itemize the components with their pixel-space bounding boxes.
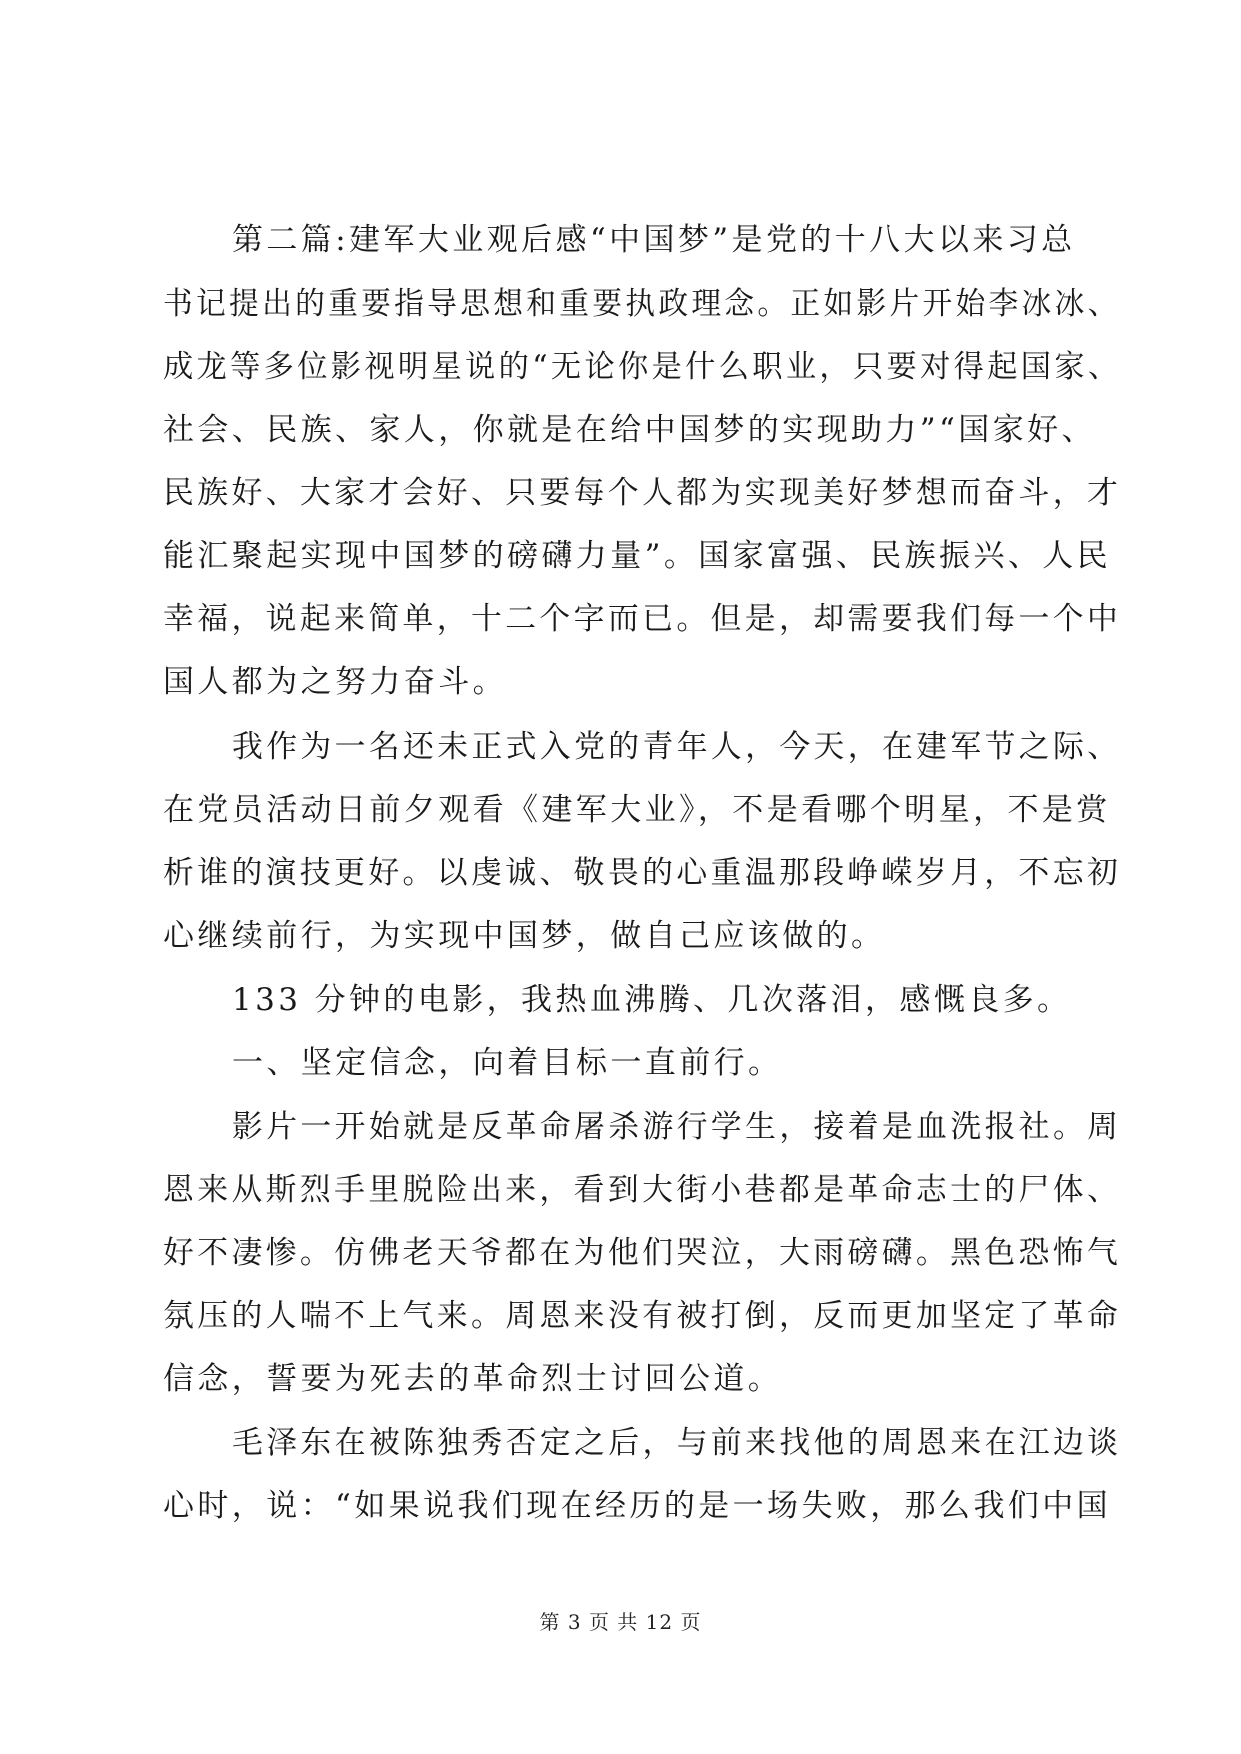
text-line-14: 一、坚定信念，向着目标一直前行。 [232, 1045, 783, 1081]
text-line-15: 影片一开始就是反革命屠杀游行学生，接着是血洗报社。周 [232, 1109, 1122, 1145]
text-line-7: 幸福，说起来简单，十二个字而已。但是，却需要我们每一个中 [163, 601, 1122, 637]
text-line-6: 能汇聚起实现中国梦的磅礴力量”。国家富强、民族振兴、人民 [163, 538, 1112, 574]
text-line-5: 民族好、大家才会好、只要每个人都为实现美好梦想而奋斗，才 [163, 475, 1122, 511]
text-line-19: 信念，誓要为死去的革命烈士讨回公道。 [163, 1361, 783, 1397]
text-line-20: 毛泽东在被陈独秀否定之后，与前来找他的周恩来在江边谈 [232, 1425, 1122, 1461]
text-line-12: 心继续前行，为实现中国梦，做自己应该做的。 [163, 918, 886, 954]
page-number-footer: 第 3 页 共 12 页 [539, 1610, 702, 1634]
text-line-17: 好不凄惨。仿佛老天爷都在为他们哭泣，大雨磅礴。黑色恐怖气 [163, 1235, 1122, 1271]
text-line-1: 第二篇:建军大业观后感“中国梦”是党的十八大以来习总 [232, 222, 1076, 258]
text-line-10: 在党员活动日前夕观看《建军大业》，不是看哪个明星，不是赏 [163, 792, 1111, 828]
text-line-16: 恩来从斯烈手里脱险出来，看到大街小巷都是革命志士的尸体、 [163, 1172, 1122, 1208]
text-line-2: 书记提出的重要指导思想和重要执政理念。正如影片开始李冰冰、 [163, 286, 1121, 322]
text-line-21: 心时，说：“如果说我们现在经历的是一场失败，那么我们中国 [163, 1488, 1112, 1524]
text-line-13: 133 分钟的电影，我热血沸腾、几次落泪，感慨良多。 [232, 982, 1072, 1018]
text-line-3: 成龙等多位影视明星说的“无论你是什么职业，只要对得起国家、 [163, 349, 1122, 385]
text-line-9: 我作为一名还未正式入党的青年人，今天，在建军节之际、 [232, 729, 1122, 765]
text-line-18: 氛压的人喘不上气来。周恩来没有被打倒，反而更加坚定了革命 [163, 1298, 1122, 1334]
text-line-8: 国人都为之努力奋斗。 [163, 664, 507, 700]
text-line-4: 社会、民族、家人，你就是在给中国梦的实现助力”“国家好、 [163, 412, 1096, 448]
text-line-11: 析谁的演技更好。以虔诚、敬畏的心重温那段峥嵘岁月，不忘初 [163, 855, 1122, 891]
